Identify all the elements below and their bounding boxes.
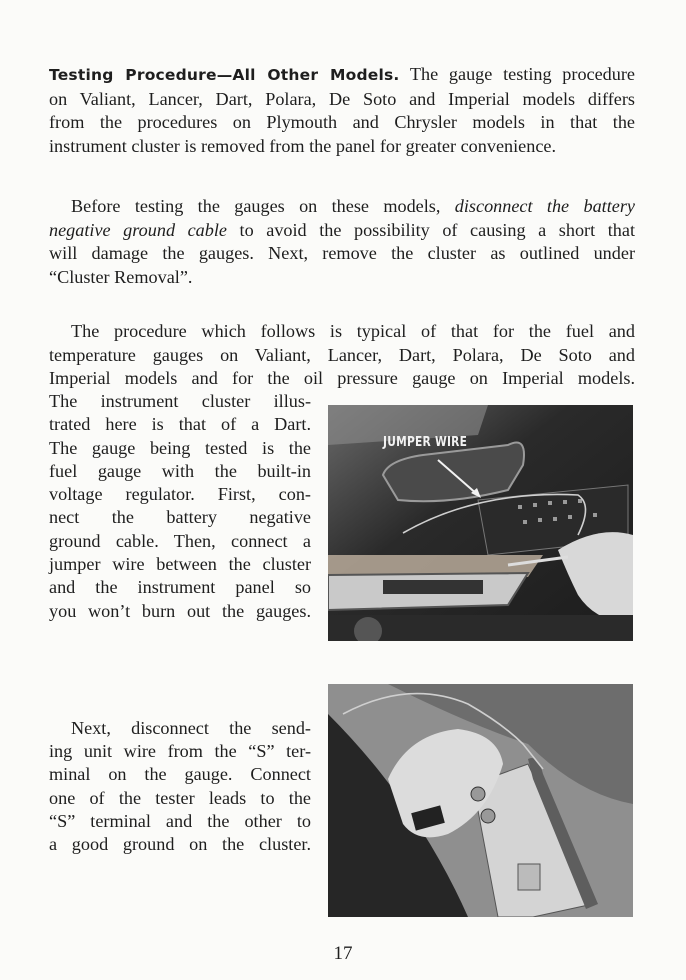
- text-line: a good ground on the cluster.: [49, 834, 311, 855]
- section-disconnect-battery: [49, 195, 635, 289]
- terminal-s: [471, 787, 485, 801]
- text-line: from the procedures on Plymouth and Chrysler models in that the: [49, 112, 635, 132]
- jumper-wire-label: JUMPER WIRE: [383, 435, 468, 450]
- text-line: The gauge being tested is the: [49, 437, 311, 458]
- text-line: jumper wire between the cluster: [49, 554, 311, 575]
- text-line: The procedure which follows is typical of that for the fuel and: [71, 321, 635, 341]
- section-typical-procedure: [49, 320, 635, 391]
- text-line: and the instrument panel so: [49, 577, 311, 598]
- text-line: instrument cluster is removed from the panel for greater convenience.: [49, 135, 557, 156]
- section-heading: Testing Procedure—All Other Models.: [49, 66, 400, 84]
- text-line: Imperial models and for the oil pressure gauge on Imperial models.: [49, 368, 635, 388]
- page-number: 17: [333, 943, 353, 964]
- section-dart-cluster: [49, 390, 311, 623]
- text-line: will damage the gauges. Next, remove the cluster as outlined under: [49, 243, 635, 263]
- section-sending-unit: [49, 717, 311, 856]
- text-line: ing unit wire from the “S” ter-: [49, 741, 311, 762]
- terminal: [481, 809, 495, 823]
- text-line: fuel gauge with the built-in: [49, 460, 311, 481]
- text-line: nect the battery negative: [49, 507, 311, 528]
- text-line: temperature gauges on Valiant, Lancer, Dart, Polara, De Soto and: [49, 344, 635, 365]
- text-line: on Valiant, Lancer, Dart, Polara, De Soto and Imperial models differs: [49, 88, 635, 109]
- gauge-window: [383, 580, 483, 594]
- tester-lead-photo: [328, 684, 633, 917]
- section-testing-procedure: [49, 63, 635, 158]
- text-line: “Cluster Removal”.: [49, 266, 193, 287]
- text-line: Testing Procedure—All Other Models. The gauge testing procedure: [49, 64, 635, 84]
- emphasis: negative ground cable: [49, 219, 227, 240]
- voltage-regulator: [518, 864, 540, 890]
- text-line: The instrument cluster illus-: [49, 391, 311, 411]
- text-line: negative ground cable to avoid the possibility of causing a short that: [49, 219, 635, 240]
- text-line: Next, disconnect the send-: [71, 718, 311, 738]
- text-line: ground cable. Then, connect a: [49, 530, 311, 551]
- text-line: voltage regulator. First, con-: [49, 484, 311, 505]
- figure-jumper-wire-photo: [328, 405, 633, 641]
- emphasis: disconnect the battery: [454, 196, 635, 216]
- instrument-cluster-photo: [328, 405, 633, 641]
- text-line: trated here is that of a Dart.: [49, 414, 311, 435]
- figure-tester-lead-photo: [328, 684, 633, 917]
- text-line: “S” terminal and the other to: [49, 810, 311, 831]
- text-line: Before testing the gauges on these models, disconnect the battery: [71, 196, 635, 216]
- text-line: minal on the gauge. Connect: [49, 764, 311, 785]
- text-line: you won’t burn out the gauges.: [49, 600, 311, 621]
- text-line: one of the tester leads to the: [49, 787, 311, 808]
